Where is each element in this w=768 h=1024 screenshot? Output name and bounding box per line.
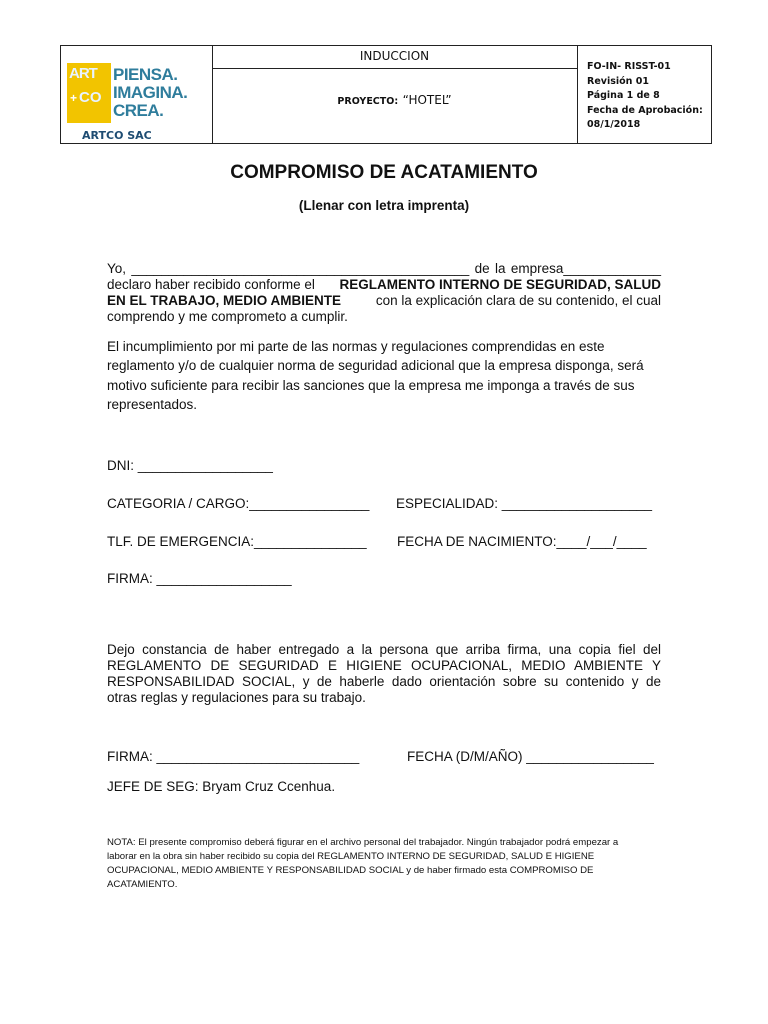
document-subtitle: (Llenar con letra imprenta) <box>298 198 470 213</box>
supervisor-signature-field[interactable]: FIRMA: ___________________________ <box>107 749 360 764</box>
doc-approval-date: 08/1/2018 <box>587 119 641 130</box>
paragraph-line: Dejo constancia de haber entregado a la persona que arriba firma, una copia fiel del <box>107 642 661 657</box>
safety-chief-name: JEFE DE SEG: Bryam Cruz Ccenhua. <box>107 779 336 794</box>
document-header <box>60 45 712 144</box>
birth-date-field[interactable]: FECHA DE NACIMIENTO:____/___/____ <box>397 534 647 549</box>
delivery-paragraph <box>107 642 661 706</box>
footnote-line: NOTA: El presente compromiso deberá figurar en el archivo personal del trabajador. Ningún trabajador podrá empezar a <box>107 837 619 848</box>
paragraph-line: RESPONSABILIDAD SOCIAL, y de haberle dado orientación sobre su contenido y de <box>107 674 661 689</box>
paragraph-line: reglamento y/o de cualquier norma de seguridad adicional que la empresa disponga, será <box>107 358 644 374</box>
intro-paragraph <box>107 261 661 325</box>
intro-yo: Yo, <box>107 261 127 276</box>
project-name: “HOTEL” <box>402 93 452 107</box>
specialty-field[interactable]: ESPECIALIDAD: ____________________ <box>396 496 652 511</box>
logo-slogan-line: PIENSA. <box>113 65 178 84</box>
logo-slogan-line: CREA. <box>113 101 164 120</box>
paragraph-line: REGLAMENTO DE SEGURIDAD E HIGIENE OCUPACIONAL, MEDIO AMBIENTE Y <box>107 658 661 673</box>
header-divider <box>577 46 578 143</box>
logo-plus-icon: + <box>70 91 78 105</box>
logo-mark <box>67 63 111 123</box>
paragraph-line: motivo suficiente para recibir las sanciones que la empresa me imponga a través de sus <box>107 377 635 393</box>
paragraph-line: representados. <box>107 396 198 412</box>
footnote-line: ACATAMIENTO. <box>107 879 178 890</box>
document-title: COMPROMISO DE ACATAMIENTO <box>230 162 538 183</box>
intro-bold-text: REGLAMENTO INTERNO DE SEGURIDAD, SALUD <box>339 277 661 292</box>
intro-line <box>107 261 661 277</box>
intro-line: comprendo y me comprometo a cumplir. <box>107 309 348 324</box>
intro-de: de <box>474 261 490 276</box>
category-field[interactable]: CATEGORIA / CARGO:________________ <box>107 496 370 511</box>
intro-la: la <box>494 261 506 276</box>
intro-line <box>107 277 661 293</box>
logo-slogan-line: IMAGINA. <box>113 83 188 102</box>
header-divider <box>212 68 577 69</box>
section-title: INDUCCION <box>359 49 430 63</box>
intro-bold-text: EN EL TRABAJO, MEDIO AMBIENTE <box>107 293 342 308</box>
footnote-line: OCUPACIONAL, MEDIO AMBIENTE Y RESPONSABILIDAD SOCIAL y de haber firmado esta COMPROMISO DE <box>107 865 594 876</box>
logo-text-art: ART <box>69 65 97 82</box>
company-name: ARTCO SAC <box>82 129 152 142</box>
intro-text: con la explicación clara de su contenido, el cual <box>375 293 661 308</box>
noncompliance-paragraph <box>107 337 667 414</box>
doc-approval-label: Fecha de Aprobación: <box>587 104 703 116</box>
document-meta <box>587 60 703 133</box>
dni-field[interactable]: DNI: __________________ <box>107 458 273 473</box>
footnote-line: laborar en la obra sin haber recibido su copia del REGLAMENTO INTERNO DE SEGURIDAD, SALUD E HIGIENE <box>107 851 595 862</box>
company-blank: empresa_____________ <box>510 261 661 276</box>
paragraph-line: El incumplimiento por mi parte de las normas y regulaciones comprendidas en este <box>107 339 605 354</box>
logo-text-co: CO <box>79 89 102 106</box>
name-blank: _____________________________________________ <box>131 261 470 276</box>
project-label: PROYECTO: <box>337 96 399 107</box>
intro-line <box>107 293 661 309</box>
emergency-phone-field[interactable]: TLF. DE EMERGENCIA:_______________ <box>107 534 367 549</box>
signature-field[interactable]: FIRMA: __________________ <box>107 571 292 586</box>
paragraph-line: otras reglas y regulaciones para su trabajo. <box>107 690 366 705</box>
intro-text: declaro haber recibido conforme el <box>107 277 315 292</box>
doc-revision: Revisión 01 <box>587 75 649 87</box>
footnote <box>107 836 667 892</box>
doc-page: Página 1 de 8 <box>587 90 660 101</box>
project-line <box>212 91 577 109</box>
doc-code: FO-IN- RISST-01 <box>587 61 671 72</box>
signature-date-field[interactable]: FECHA (D/M/AÑO) _________________ <box>407 749 654 764</box>
